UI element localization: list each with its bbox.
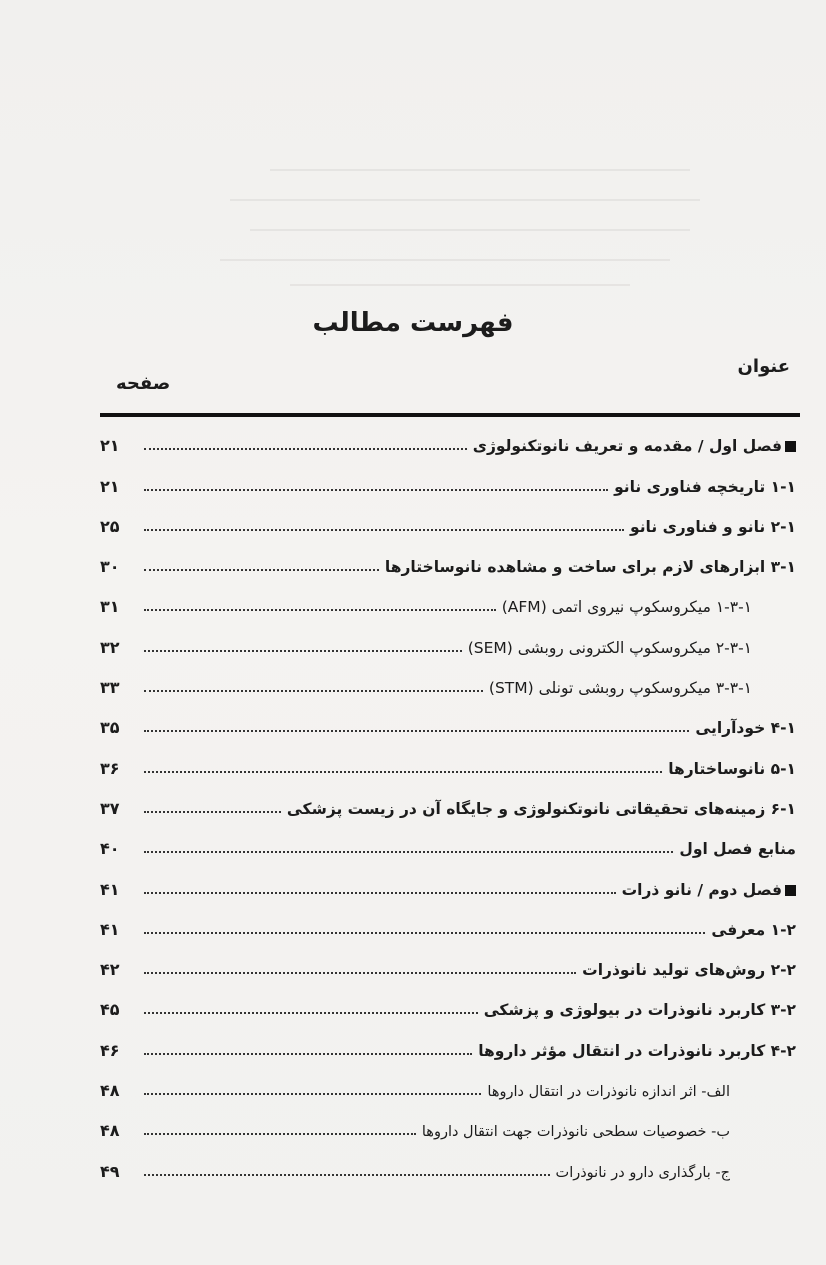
toc-row[interactable]	[100, 784, 796, 824]
toc-row-label: ۶-۱ زمینه‌های تحقیقاتی نانوتکنولوژی و جایگاه آن در زیست پزشکی	[286, 799, 796, 818]
toc-row-page: ۳۶	[100, 758, 120, 778]
toc-row-page: ۳۲	[100, 637, 120, 657]
dot-leader	[144, 931, 705, 934]
toc-row[interactable]	[100, 542, 796, 582]
toc-row-page: ۴۸	[100, 1081, 120, 1101]
square-bullet-icon	[785, 885, 796, 896]
dot-leader	[144, 971, 576, 974]
toc-row-label: ۱-۲ معرفی	[711, 920, 796, 939]
toc-row[interactable]	[100, 1066, 796, 1106]
toc-row[interactable]	[100, 582, 796, 622]
toc-row[interactable]	[100, 905, 796, 945]
toc-row[interactable]	[100, 1146, 796, 1186]
toc-row[interactable]	[100, 1025, 796, 1065]
dot-leader	[144, 770, 662, 773]
dot-leader	[144, 1052, 472, 1055]
toc-row[interactable]	[100, 663, 796, 703]
toc-row-page: ۲۱	[100, 476, 120, 496]
dot-leader	[144, 1132, 416, 1135]
toc-row-page: ۳۳	[100, 678, 120, 698]
toc-row[interactable]	[100, 824, 796, 864]
toc-row-page: ۴۰	[100, 839, 120, 859]
toc-row-page: ۴۱	[100, 919, 120, 939]
dot-leader	[144, 447, 467, 450]
toc-row-label: ۵-۱ نانوساختارها	[668, 759, 796, 778]
dot-leader	[144, 528, 624, 531]
toc-row-page: ۴۲	[100, 960, 120, 980]
square-bullet-icon	[785, 441, 796, 452]
dot-leader	[144, 1173, 550, 1176]
dot-leader	[144, 649, 462, 652]
toc-row-label: ۳-۲ کاربرد نانوذرات در بیولوژی و پزشکی	[483, 1001, 796, 1020]
toc-row-label: ۱-۳-۱ میکروسکوپ نیروی اتمی (AFM)	[501, 598, 752, 617]
toc-row-page: ۴۸	[100, 1121, 120, 1141]
dot-leader	[144, 729, 689, 732]
toc-row-label: ب- خصوصیات سطحی نانوذرات جهت انتقال داروها	[421, 1124, 730, 1141]
toc-row-label: ۱-۱ تاریخچه فناوری نانو	[614, 477, 796, 496]
page-title: فهرست مطالب	[312, 308, 514, 338]
toc-row-label: ۲-۳-۱ میکروسکوپ الکترونی روبشی (SEM)	[467, 638, 752, 657]
dot-leader	[144, 608, 496, 611]
dot-leader	[144, 488, 608, 491]
toc-row-label: ۲-۲ روش‌های تولید نانوذرات	[582, 961, 796, 980]
toc-row-page: ۳۷	[100, 798, 120, 818]
toc-row[interactable]	[100, 622, 796, 662]
toc-row-label: ۴-۱ خودآرایی	[695, 719, 796, 738]
toc-row-page: ۴۱	[100, 879, 120, 899]
toc-row-page: ۴۶	[100, 1040, 120, 1060]
toc-row[interactable]	[100, 461, 796, 501]
toc-row-page: ۲۵	[100, 516, 120, 536]
toc-row-label: ۲-۱ نانو و فناوری نانو	[630, 517, 796, 536]
toc-row-label: ۳-۱ ابزارهای لازم برای ساخت و مشاهده نانوساختارها	[384, 558, 796, 577]
toc-row-label: فصل دوم / نانو ذرات	[621, 880, 782, 899]
dot-leader	[144, 891, 616, 894]
toc-row[interactable]	[100, 1106, 796, 1146]
toc-row-page: ۴۹	[100, 1161, 120, 1181]
dot-leader	[144, 810, 281, 813]
toc-row-page: ۳۱	[100, 597, 120, 617]
toc-row-label: ۳-۳-۱ میکروسکوپ روبشی تونلی (STM)	[488, 679, 752, 698]
toc-row[interactable]	[100, 945, 796, 985]
column-header-title: عنوان	[737, 356, 790, 377]
dot-leader	[144, 689, 483, 692]
toc-row-page: ۲۱	[100, 436, 120, 456]
toc-row[interactable]	[100, 703, 796, 743]
toc-row[interactable]	[100, 421, 796, 461]
dot-leader	[144, 1011, 478, 1014]
toc-row[interactable]	[100, 864, 796, 904]
toc-row[interactable]	[100, 985, 796, 1025]
toc-row-page: ۴۵	[100, 1000, 120, 1020]
toc-row-label: ج- بارگذاری دارو در نانوذرات	[555, 1164, 730, 1181]
toc-row-page: ۳۰	[100, 557, 120, 577]
toc-row-page: ۳۵	[100, 718, 120, 738]
dot-leader	[144, 1092, 481, 1095]
dot-leader	[144, 568, 379, 571]
toc-row[interactable]	[100, 502, 796, 542]
toc-list	[100, 421, 796, 1187]
header-rule	[100, 413, 800, 417]
column-header-page: صفحه	[116, 373, 171, 394]
toc-row-label: منابع فصل اول	[679, 840, 796, 859]
toc-row[interactable]	[100, 743, 796, 783]
bleed-through-text	[190, 150, 710, 300]
dot-leader	[144, 850, 673, 853]
toc-row-label: الف- اثر اندازه نانوذرات در انتقال داروها	[487, 1084, 730, 1101]
toc-row-label: ۴-۲ کاربرد نانوذرات در انتقال مؤثر داروها	[478, 1041, 796, 1060]
toc-row-label: فصل اول / مقدمه و تعریف نانوتکنولوژی	[472, 437, 782, 456]
